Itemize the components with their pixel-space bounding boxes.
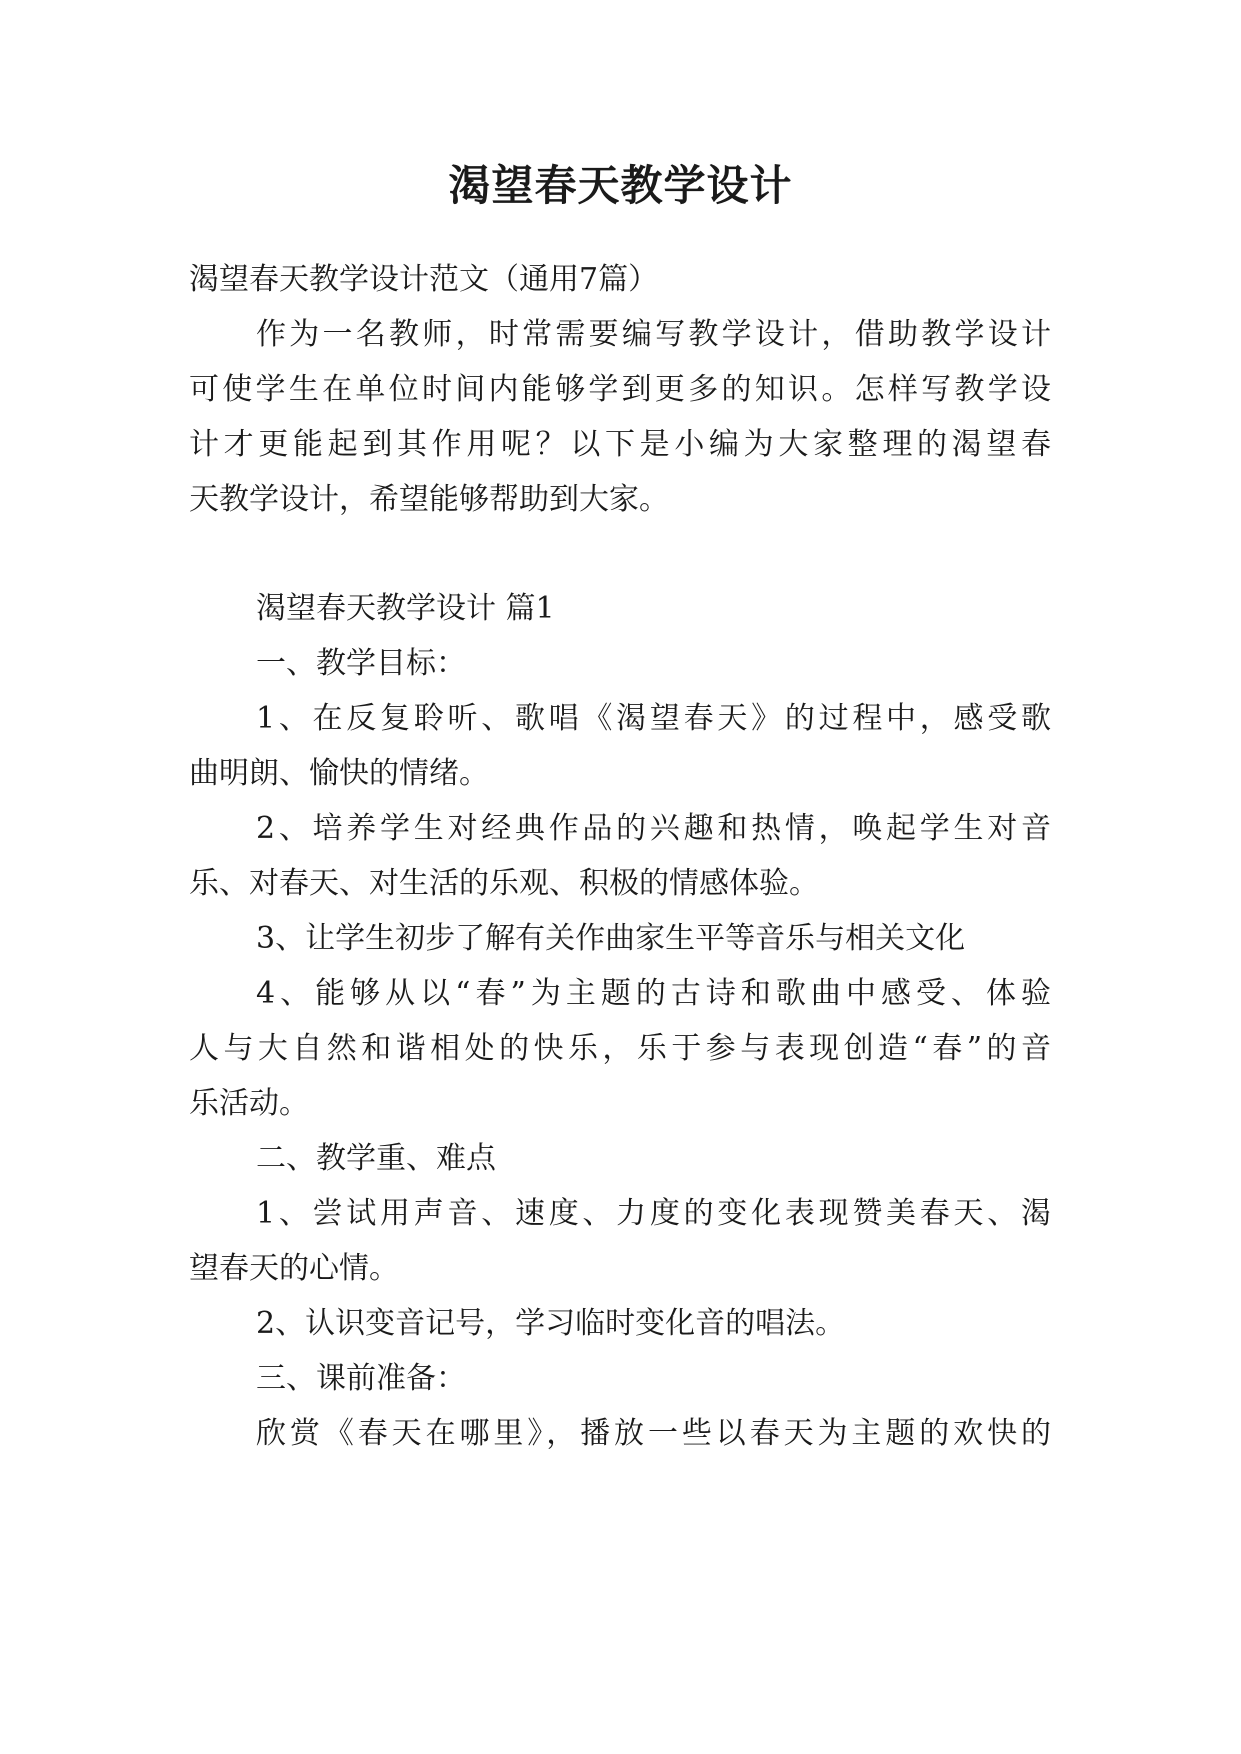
- body-line: 望春天的心情。: [189, 1251, 399, 1286]
- body-line: 欣赏《春天在哪里》，播放一些以春天为主题的欢快的: [256, 1416, 1051, 1451]
- body-line: 人与大自然和谐相处的快乐，乐于参与表现创造“春”的音: [189, 1031, 1051, 1066]
- body-line: 1、在反复聆听、歌唱《渴望春天》的过程中，感受歌: [256, 701, 1051, 736]
- intro-line: 可使学生在单位时间内能够学到更多的知识。怎样写教学设: [189, 372, 1051, 407]
- intro-line: 作为一名教师，时常需要编写教学设计，借助教学设计: [256, 317, 1051, 352]
- body-line: 1、尝试用声音、速度、力度的变化表现赞美春天、渴: [256, 1196, 1051, 1231]
- intro-line: 计才更能起到其作用呢？以下是小编为大家整理的渴望春: [189, 427, 1051, 462]
- document-title: 渴望春天教学设计: [448, 161, 793, 210]
- body-line: 曲明朗、愉快的情绪。: [189, 756, 489, 791]
- intro-line: 天教学设计，希望能够帮助到大家。: [189, 482, 669, 517]
- document-subtitle: 渴望春天教学设计范文（通用7篇）: [189, 262, 659, 297]
- body-line: 二、教学重、难点: [256, 1141, 496, 1176]
- section-heading: 渴望春天教学设计 篇1: [256, 591, 555, 626]
- body-line: 4、能够从以“春”为主题的古诗和歌曲中感受、体验: [256, 976, 1051, 1011]
- body-line: 2、认识变音记号，学习临时变化音的唱法。: [256, 1306, 846, 1341]
- body-line: 三、课前准备：: [256, 1361, 466, 1396]
- body-line: 一、教学目标：: [256, 646, 466, 681]
- body-line: 乐活动。: [189, 1086, 309, 1121]
- body-line: 3、让学生初步了解有关作曲家生平等音乐与相关文化: [256, 921, 966, 956]
- body-line: 2、培养学生对经典作品的兴趣和热情，唤起学生对音: [256, 811, 1051, 846]
- body-line: 乐、对春天、对生活的乐观、积极的情感体验。: [189, 866, 819, 901]
